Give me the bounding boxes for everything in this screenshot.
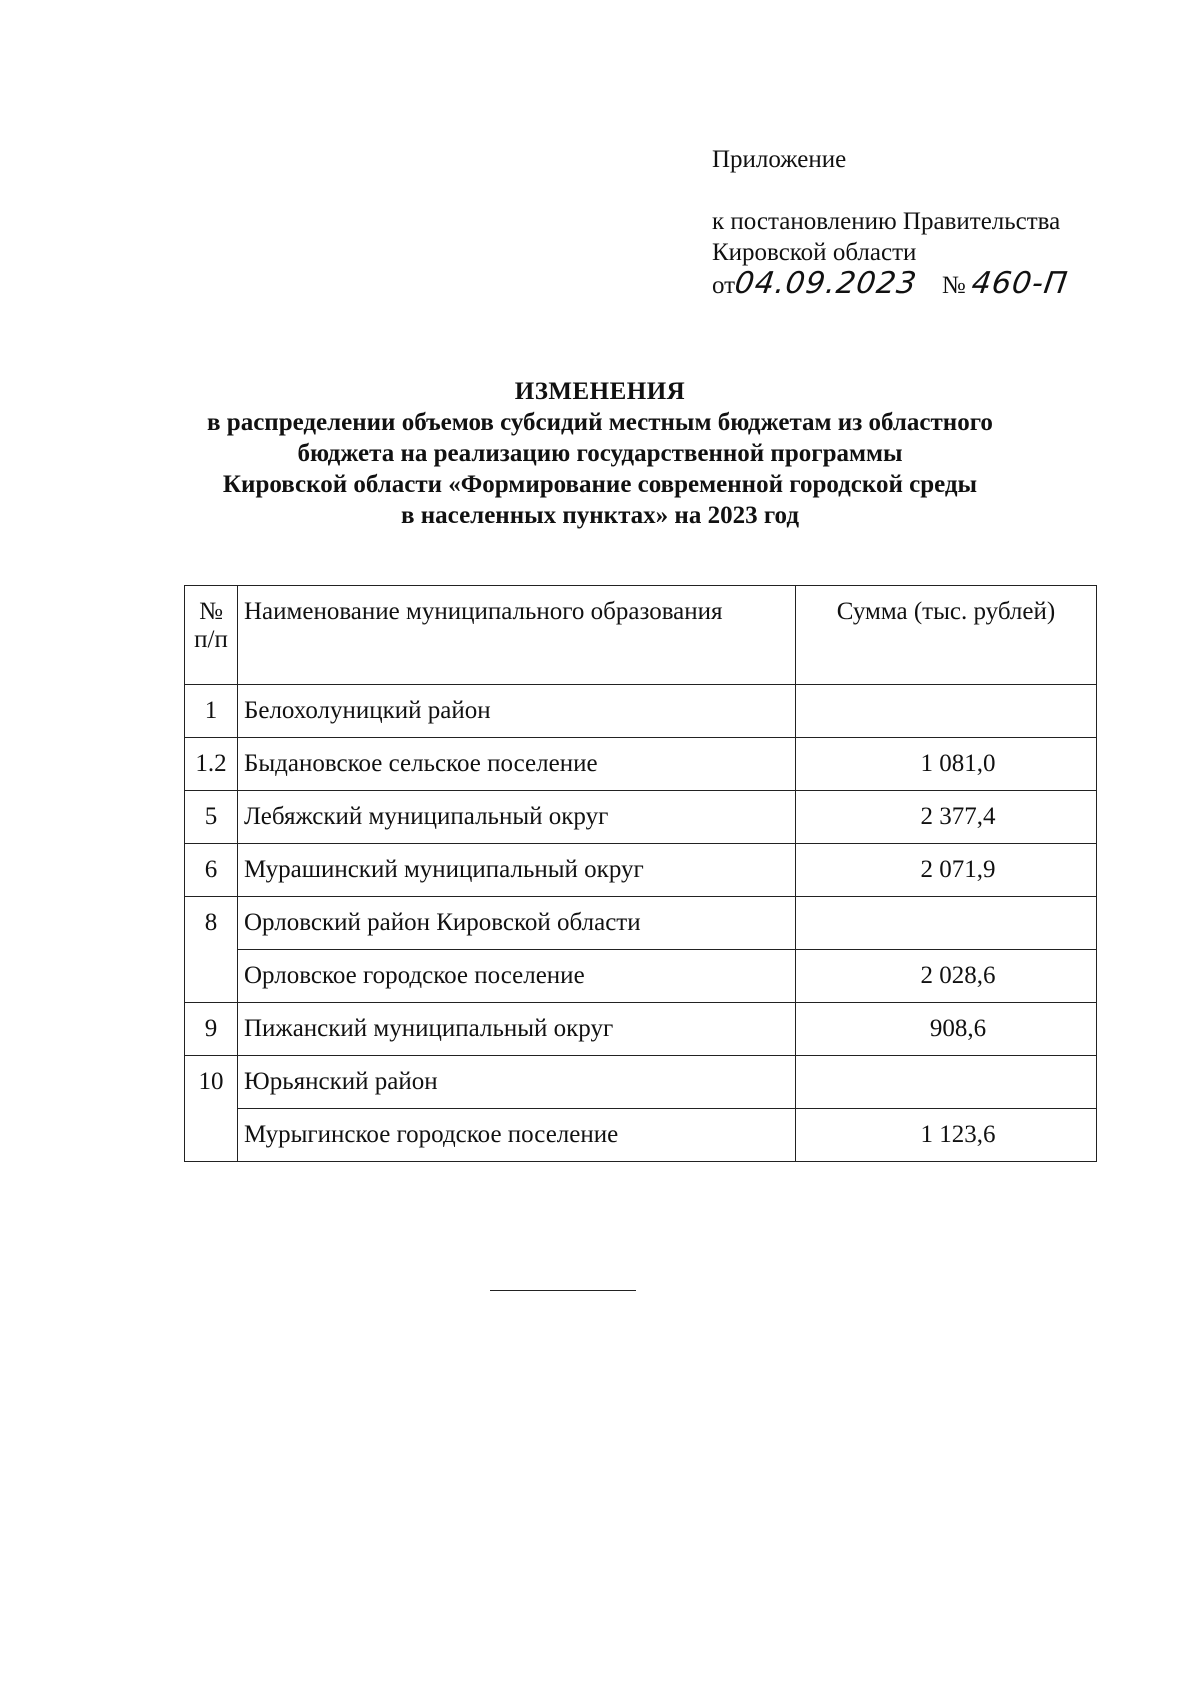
header-name: Наименование муниципального образования [238,586,796,685]
row-amount: 1 081,0 [796,738,1097,791]
header-num-abbr: п/п [194,626,228,653]
row-name: Орловский район Кировской области [238,897,796,950]
title-main: ИЗМЕНЕНИЯ [514,378,686,405]
appendix-date-number-line [712,266,1071,301]
title-line: Кировской области «Формирование современной городской среды [222,471,978,498]
subsidy-table [184,585,1097,1162]
row-name: Быдановское сельское поселение [238,738,796,791]
row-amount: 2 377,4 [796,791,1097,844]
handwritten-date: 04.09.2023 [732,266,920,301]
row-name: Орловское городское поселение [238,950,796,1003]
table-row [185,897,1097,950]
spacer [712,175,1068,206]
row-name: Юрьянский район [238,1056,796,1109]
row-amount [796,897,1097,950]
document-title [150,376,1050,531]
row-amount: 2 028,6 [796,950,1097,1003]
table-row [185,950,1097,1003]
closing-divider [490,1290,636,1291]
row-num: 9 [185,1003,238,1056]
header-amount: Сумма (тыс. рублей) [796,586,1097,685]
handwritten-number: 460-П [969,266,1071,301]
appendix-heading: Приложение [712,146,847,173]
row-amount [796,685,1097,738]
appendix-block [712,144,1071,301]
header-num [185,586,238,685]
table-row [185,1056,1097,1109]
row-name: Лебяжский муниципальный округ [238,791,796,844]
title-line: бюджета на реализацию государственной программы [297,440,903,467]
number-prefix: № [941,272,966,299]
appendix-reference-line: Кировской области [712,239,917,266]
title-line: в распределении объемов субсидий местным бюджетам из областного [207,409,993,436]
date-prefix: от [712,272,736,299]
row-name: Мурашинский муниципальный округ [238,844,796,897]
row-amount: 1 123,6 [796,1109,1097,1162]
row-num: 10 [185,1056,238,1162]
row-amount: 2 071,9 [796,844,1097,897]
row-name: Белохолуницкий район [238,685,796,738]
table-row [185,738,1097,791]
title-line: в населенных пунктах» на 2023 год [401,502,799,529]
table-row [185,1003,1097,1056]
row-name: Мурыгинское городское поселение [238,1109,796,1162]
header-num-symbol: № [199,598,223,625]
row-num: 6 [185,844,238,897]
table-row [185,791,1097,844]
row-num: 8 [185,897,238,1003]
row-num: 1.2 [185,738,238,791]
appendix-reference-line: к постановлению Правительства [712,208,1061,235]
row-name: Пижанский муниципальный округ [238,1003,796,1056]
table-row [185,685,1097,738]
row-num: 1 [185,685,238,738]
table-row [185,1109,1097,1162]
row-num: 5 [185,791,238,844]
table-header-row [185,586,1097,685]
row-amount: 908,6 [796,1003,1097,1056]
row-amount [796,1056,1097,1109]
table-row [185,844,1097,897]
